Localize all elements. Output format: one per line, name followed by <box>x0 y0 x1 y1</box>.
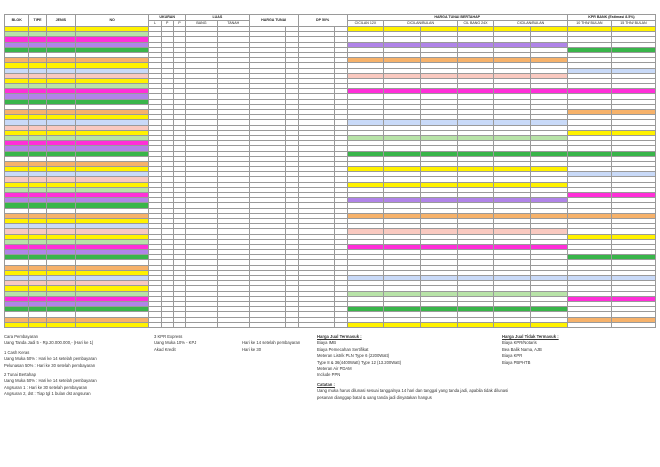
table-cell <box>457 322 494 327</box>
notes-heading: 3 KPR Express <box>154 334 183 339</box>
table-cell <box>217 322 249 327</box>
header-harga-tunai-bertahap: HARGA TUNAI BERTAHAP <box>347 15 567 21</box>
notes-line: Meteran Listrik PLN Type 6 (2200Watt) <box>317 353 390 359</box>
header-tenor-15: 15 THN/ BULAN <box>611 21 655 27</box>
header-cicilan-bulan-2: CICILAN/BULAN <box>494 21 567 27</box>
table-row <box>5 322 656 327</box>
table-cell <box>420 322 457 327</box>
header-luas: LUAS <box>186 15 250 21</box>
notes-heading: 2 Tunai Bertahap <box>4 372 36 378</box>
payment-notes <box>4 334 656 462</box>
table-cell <box>567 322 611 327</box>
table-cell <box>286 322 298 327</box>
header-l: L <box>149 21 161 27</box>
notes-line: Bea Balik Nama, AJB <box>502 346 542 352</box>
notes-heading: Cara Pembayaran <box>4 334 38 339</box>
table-cell <box>249 322 286 327</box>
table-cell <box>161 322 173 327</box>
header-p2: P <box>173 21 185 27</box>
notes-line: Type 8 & 36(4400Watt) Type 12 (13.200Watt) <box>317 359 402 365</box>
notes-line: Biaya PBPHTB <box>502 359 531 365</box>
header-blok: BLOK <box>5 15 29 27</box>
header-ukuran: UKURAN <box>149 15 186 21</box>
table-cell <box>335 322 347 327</box>
header-tipe: TIPE <box>29 15 46 27</box>
table-cell <box>29 322 46 327</box>
notes-line: Biaya KPR/Notaris <box>502 340 537 346</box>
header-cicilan-24x: CIL BANG 24X <box>457 21 494 27</box>
notes-line: Hari ke 14 setelah pembayaran <box>242 340 301 346</box>
notes-heading: 1 Cash Keras <box>4 349 30 355</box>
notes-excludes <box>502 334 652 366</box>
header-jenis: JENIS <box>46 15 75 27</box>
notes-heading: Harga Jual Termasuk : <box>317 334 362 339</box>
table-cell <box>494 322 531 327</box>
table-cell <box>173 322 185 327</box>
price-table <box>4 14 656 328</box>
notes-line: Uang Muka 10% - KPJ <box>154 340 197 346</box>
notes-line: Angsuran 2, dst : Tiap tgl 1 bulan dst angsuran <box>4 391 91 397</box>
notes-line: Uang Muka 50% : Hari ke 14 setelah pembayaran <box>4 356 97 362</box>
notes-kpr-timing <box>242 334 312 353</box>
header-cicilan-12x: CICILAN 12X <box>347 21 384 27</box>
header-bangunan: BANG <box>186 21 218 27</box>
header-cicilan-bulan-1: CICILAN/BULAN <box>384 21 457 27</box>
header-p: P <box>161 21 173 27</box>
notes-line: Pelunasan 50% : Hari ke 30 setelah pembayaran <box>4 362 96 368</box>
notes-line: Biaya Pemecahan Sertifikat <box>317 346 369 352</box>
table-cell <box>611 322 655 327</box>
table-cell <box>46 322 75 327</box>
notes-line: Angsuran 1 : Hari ke 30 setelah pembayaran <box>4 384 88 390</box>
table-cell <box>149 322 161 327</box>
notes-line: Hari ke 30 <box>242 346 262 352</box>
table-cell <box>298 322 335 327</box>
notes-heading: Catatan : <box>317 381 335 387</box>
table-cell <box>5 322 29 327</box>
notes-line: Meteran Air PDAM <box>317 366 352 372</box>
header-harga-tunai: HARGA TUNAI <box>249 15 298 27</box>
table-cell <box>75 322 148 327</box>
table-cell <box>347 322 384 327</box>
notes-line: Uang Muka 50% : Hari ke 14 setelah pembayaran <box>4 378 97 384</box>
notes-heading: Harga Jual Tidak Termasuk : <box>502 334 559 339</box>
table-cell <box>186 322 218 327</box>
header-no: NO <box>75 15 148 27</box>
table-body <box>5 27 656 328</box>
header-dp: DP 50% <box>298 15 347 27</box>
notes-line: Biaya KPR <box>502 353 523 359</box>
header-tenor-10: 10 THN/ BULAN <box>567 21 611 27</box>
notes-includes <box>317 334 509 401</box>
notes-line: Include PPN <box>317 372 341 378</box>
notes-line: pesanan dianggap batal & uang tanda jadi dinyatakan hangus <box>317 394 432 400</box>
table-cell <box>531 322 568 327</box>
table-cell <box>384 322 421 327</box>
notes-line: Akad Kredit <box>154 346 176 352</box>
notes-line: Biaya IMB <box>317 340 337 346</box>
header-kpr: KPR BANK (Estimasi 8.5%) <box>567 15 655 21</box>
notes-line: Uang muka harus dilunasi sesuai tanggalnya 14 hari dan tanggal yang tanda jadi, apabila tidak dilunasi <box>317 388 509 394</box>
header-tanah: TANAH <box>217 21 249 27</box>
notes-line: Uang Tanda Jadi 5 - Rp.20.000.000,- (Hari ke 1) <box>4 340 94 346</box>
notes-payment-methods <box>4 334 154 398</box>
